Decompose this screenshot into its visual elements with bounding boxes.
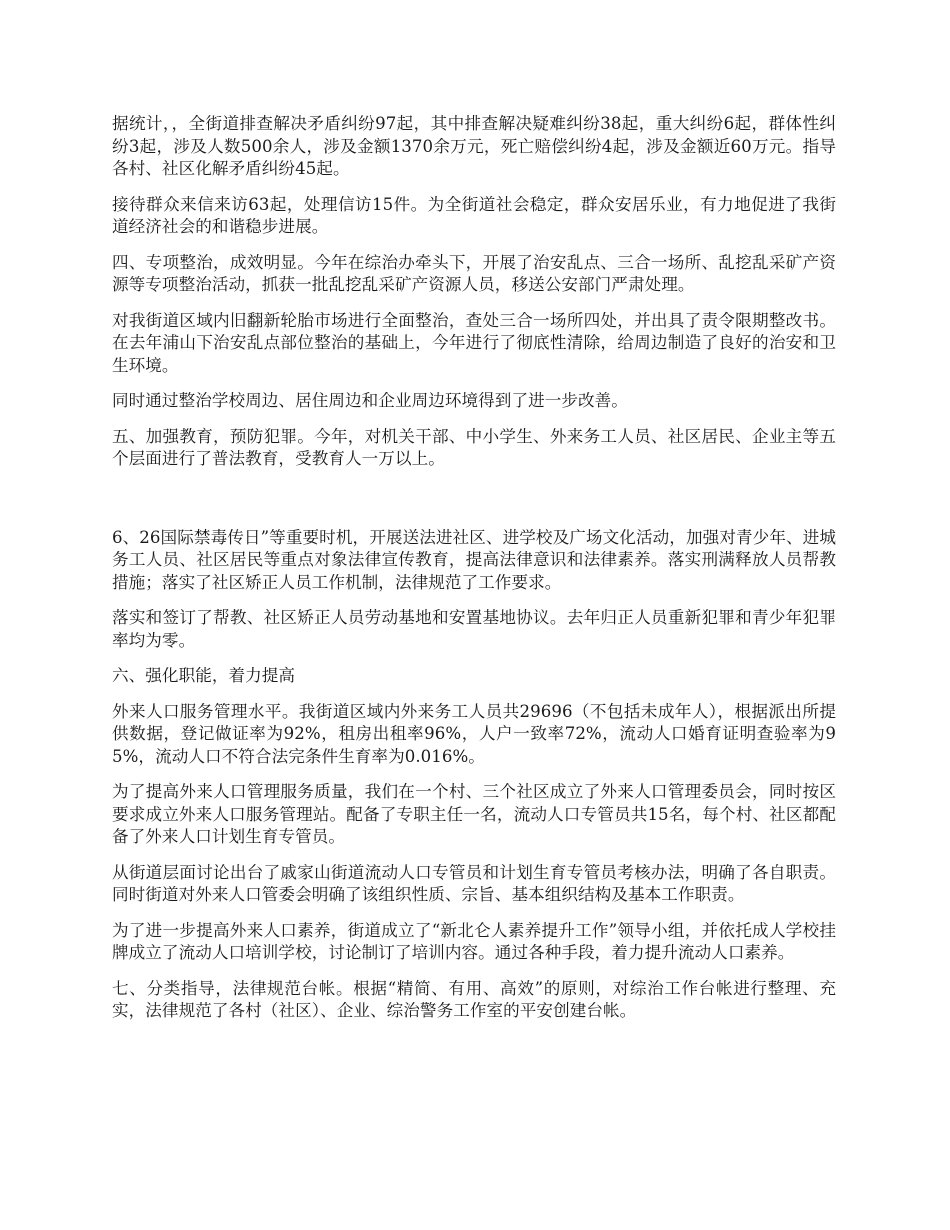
document-body [112, 113, 836, 1036]
paragraph-education: 五、加强教育，预防犯罪。今年，对机关干部、中小学生、外来务工人员、社区居民、企业主等五个层面进行了普法教育，受教育人一万以上。 [112, 426, 836, 468]
paragraph-dispute-statistics: 据统计，，全街道排查解决矛盾纠纷97起，其中排查解决疑难纠纷38起，重大纠纷6起，群体性纠纷3起，涉及人数500余人，涉及金额1370余万元，死亡赔偿纠纷4起，涉及金额近60万元。指导各村、社区化解矛盾纠纷45起。 [112, 114, 836, 178]
paragraph-drug-day: 6、26国际禁毒传日”等重要时机，开展送法进社区、进学校及广场文化活动，加强对青少年、进城务工人员、社区居民等重点对象法律宣传教育，提高法律意识和法律素养。落实刑满释放人员帮教措施；落实了社区矫正人员工作机制，法律规范了工作要求。 [112, 527, 836, 592]
section-gap [112, 484, 836, 527]
paragraph-assistance-bases: 落实和签订了帮教、社区矫正人员劳动基地和安置基地协议。去年归正人员重新犯罪和青少年犯罪率均为零。 [112, 608, 836, 650]
paragraph-heading-six: 六、强化职能，着力提高 [112, 666, 296, 685]
paragraph-petitions: 接待群众来信来访63起，处理信访15件。为全街道社会稳定，群众安居乐业，有力地促进了我街道经济社会的和谐稳步进展。 [112, 194, 836, 236]
paragraph-migrant-management: 外来人口服务管理水平。我街道区域内外来务工人员共29696（不包括未成年人），根据派出所提供数据，登记做证率为92%，租房出租率96%，人户一致率72%，流动人口婚育证明查验率为95%，流动人口不符合法完条件生育率为0.016%。 [112, 701, 836, 766]
paragraph-assessment: 从街道层面讨论出台了戚家山街道流动人口专管员和计划生育专管员考核办法，明确了各自职责。同时街道对外来人口管委会明确了该组织性质、宗旨、基本组织结构及基本工作职责。 [112, 862, 836, 904]
paragraph-quality-improvement: 为了进一步提高外来人口素养，街道成立了“新北仑人素养提升工作”领导小组，并依托成人学校挂牌成立了流动人口培训学校，讨论制订了培训内容。通过各种手段，着力提升流动人口素养。 [112, 920, 836, 962]
paragraph-management-committee: 为了提高外来人口管理服务质量，我们在一个村、三个社区成立了外来人口管理委员会，同时按区要求成立外来人口服务管理站。配备了专职主任一名，流动人口专管员共15名，每个村、社区都配备了外来人口计划生育专管员。 [112, 782, 836, 846]
paragraph-special-rectification: 四、专项整治，成效明显。今年在综治办牵头下，开展了治安乱点、三合一场所、乱挖乱采矿产资源等专项整治活动，抓获一批乱挖乱采矿产资源人员，移送公安部门严肃处理。 [112, 252, 836, 294]
paragraph-ledger: 七、分类指导，法律规范台帐。根据“精简、有用、高效”的原则，对综治工作台帐进行整理、充实，法律规范了各村（社区）、企业、综治警务工作室的平安创建台帐。 [112, 978, 836, 1020]
paragraph-tire-market: 对我街道区域内旧翻新轮胎市场进行全面整治，查处三合一场所四处，并出具了责令限期整改书。在去年浦山下治安乱点部位整治的基础上，今年进行了彻底性清除，给周边制造了良好的治安和卫生环境。 [112, 310, 836, 375]
paragraph-surroundings: 同时通过整治学校周边、居住周边和企业周边环境得到了进一步改善。 [112, 391, 628, 410]
